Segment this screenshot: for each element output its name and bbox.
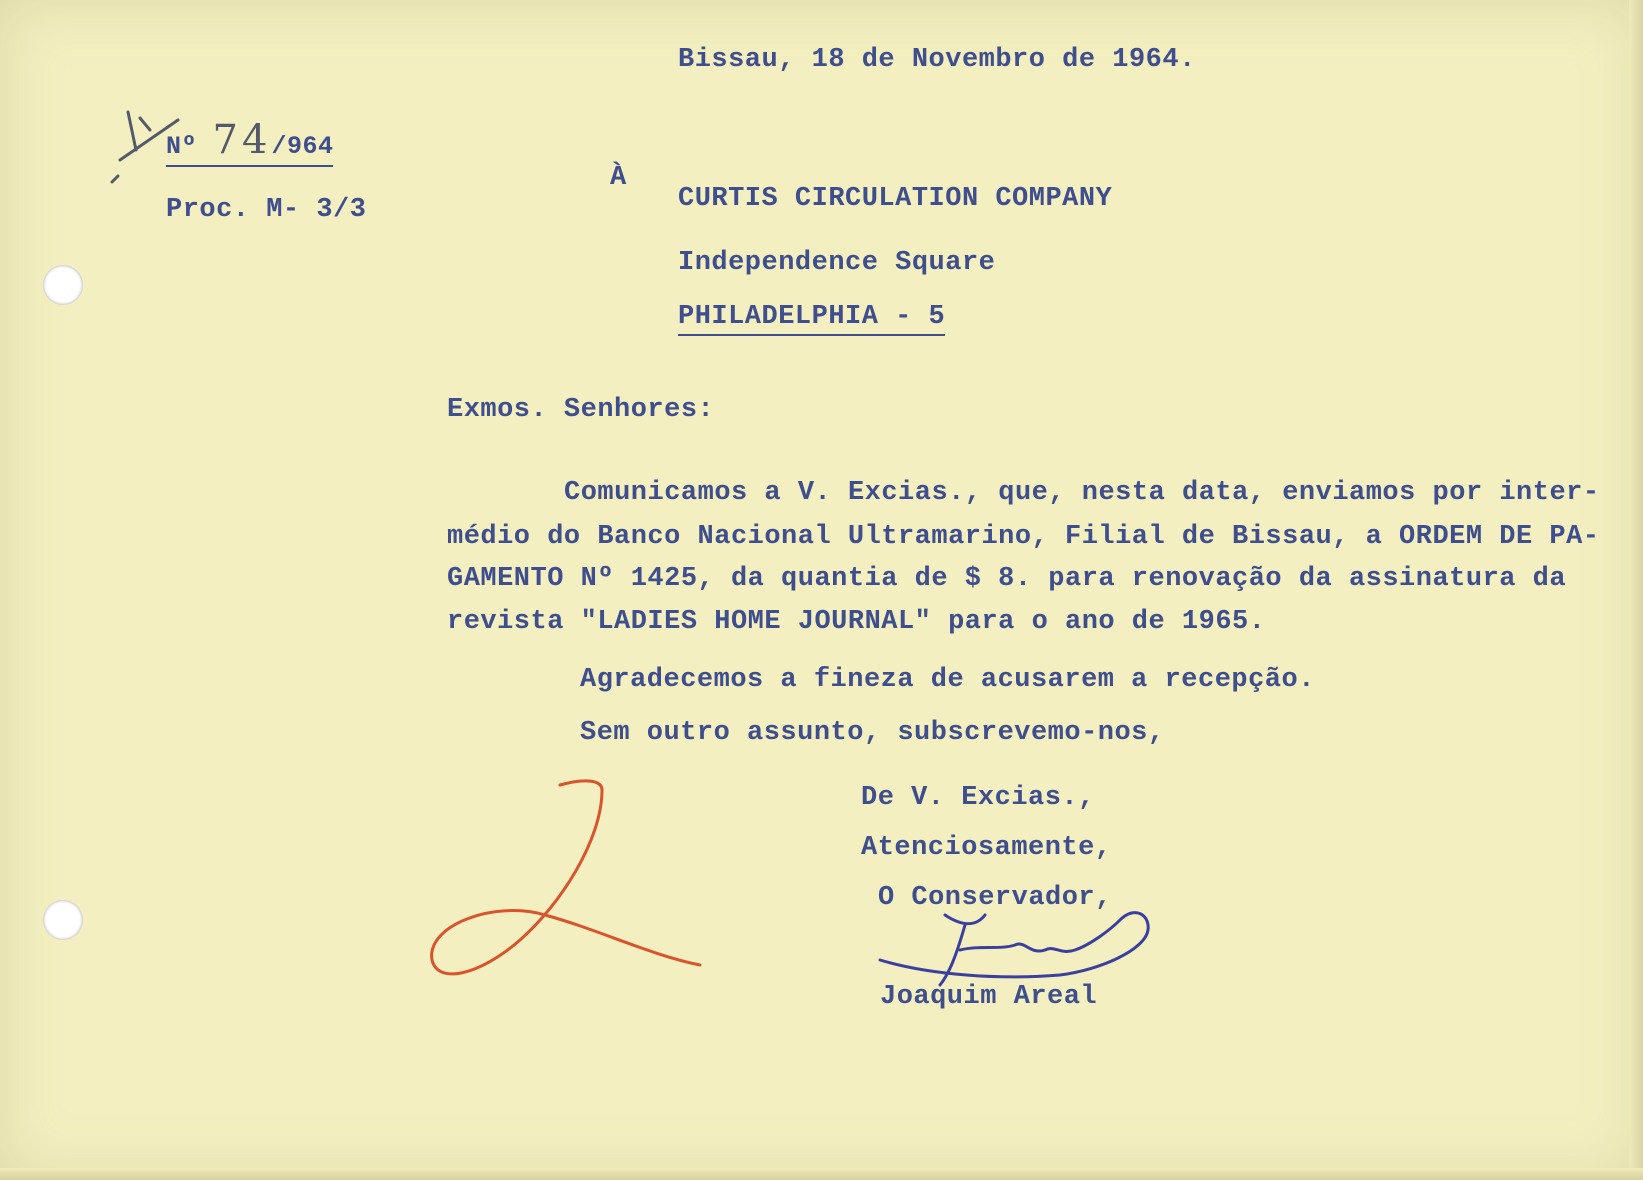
recipient-company: CURTIS CIRCULATION COMPANY bbox=[678, 184, 1113, 214]
recipient-street: Independence Square bbox=[678, 248, 996, 278]
pen-scribble-mark bbox=[112, 112, 178, 182]
date-line: Bissau, 18 de Novembro de 1964. bbox=[678, 45, 1196, 75]
body-line: Comunicamos a V. Excias., que, nesta data, enviamos por inter- bbox=[564, 478, 1600, 508]
reference-number-year: /964 bbox=[271, 132, 334, 161]
body-line: médio do Banco Nacional Ultramarino, Filial de Bissau, a ORDEM DE PA- bbox=[447, 522, 1600, 552]
signature-mark bbox=[880, 913, 1148, 985]
recipient-prefix: À bbox=[610, 163, 627, 193]
body-line: revista "LADIES HOME JOURNAL" para o ano de 1965. bbox=[447, 607, 1266, 637]
sign-off-line: O Conservador, bbox=[878, 883, 1112, 913]
process-reference: Proc. M- 3/3 bbox=[166, 195, 367, 225]
closing-line: Sem outro assunto, subscrevemo-nos, bbox=[580, 718, 1165, 748]
reference-number-handwritten: 74 bbox=[212, 117, 272, 163]
salutation: Exmos. Senhores: bbox=[447, 395, 715, 425]
reference-number-prefix: Nº bbox=[166, 132, 198, 161]
thanks-line: Agradecemos a fineza de acusarem a recepção. bbox=[580, 665, 1315, 695]
red-pen-mark bbox=[432, 781, 700, 974]
body-line: GAMENTO Nº 1425, da quantia de $ 8. para renovação da assinatura da bbox=[447, 564, 1567, 594]
sign-off-line: Atenciosamente, bbox=[861, 833, 1112, 863]
signer-name: Joaquim Areal bbox=[880, 982, 1098, 1012]
sign-off-line: De V. Excias., bbox=[861, 783, 1095, 813]
recipient-city: PHILADELPHIA - 5 bbox=[678, 302, 945, 336]
